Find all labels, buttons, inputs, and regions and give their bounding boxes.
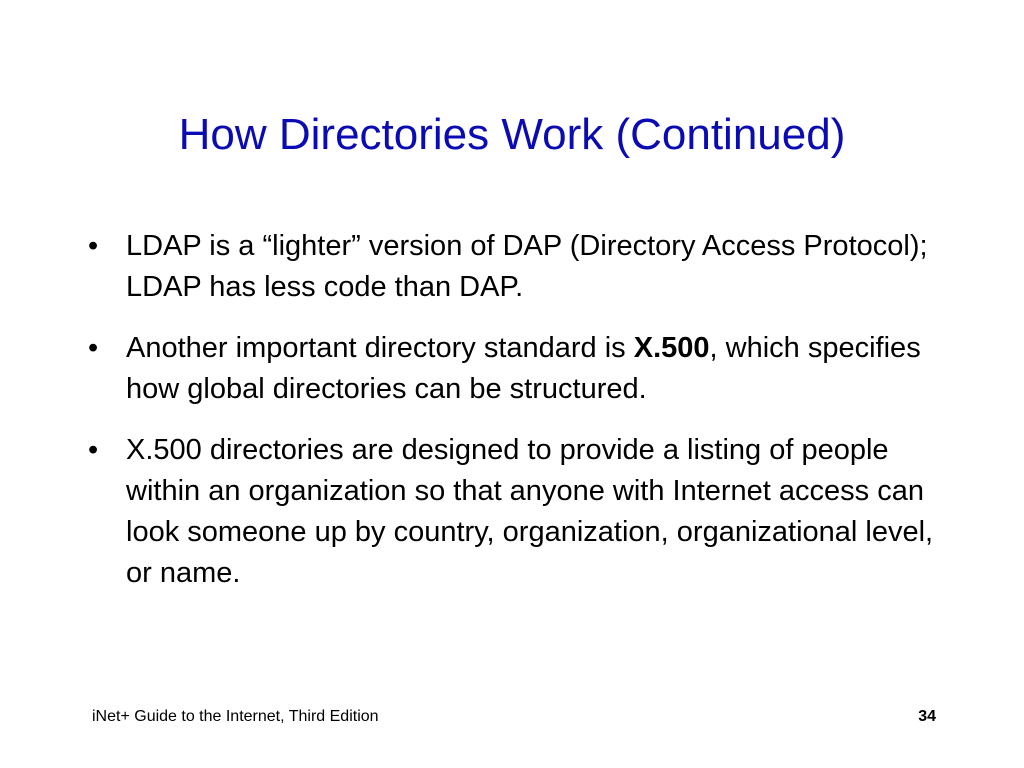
bullet-bold-term: X.500	[633, 332, 710, 364]
bullet-text: X.500 directories are designed to provide a listing of people within an organization so that anyone with Internet access can look someone up by country, organization, organizational level, or name.	[126, 434, 934, 589]
bullet-item	[88, 430, 938, 594]
bullet-text-after: , which specifies how global directories can be structured.	[126, 332, 921, 405]
footer-book-title: iNet+ Guide to the Internet, Third Edition	[92, 708, 379, 725]
bullet-list	[88, 226, 938, 614]
bullet-text-before: Another important directory standard is	[126, 332, 634, 364]
bullet-icon: •	[88, 230, 99, 262]
slide-title: How Directories Work (Continued)	[178, 110, 846, 159]
bullet-item	[88, 328, 938, 410]
page-number: 34	[918, 708, 936, 725]
bullet-icon: •	[88, 434, 99, 466]
bullet-icon: •	[88, 332, 99, 364]
bullet-text: LDAP is a “lighter” version of DAP (Directory Access Protocol); LDAP has less code than DAP.	[126, 230, 928, 303]
bullet-item	[88, 226, 938, 308]
